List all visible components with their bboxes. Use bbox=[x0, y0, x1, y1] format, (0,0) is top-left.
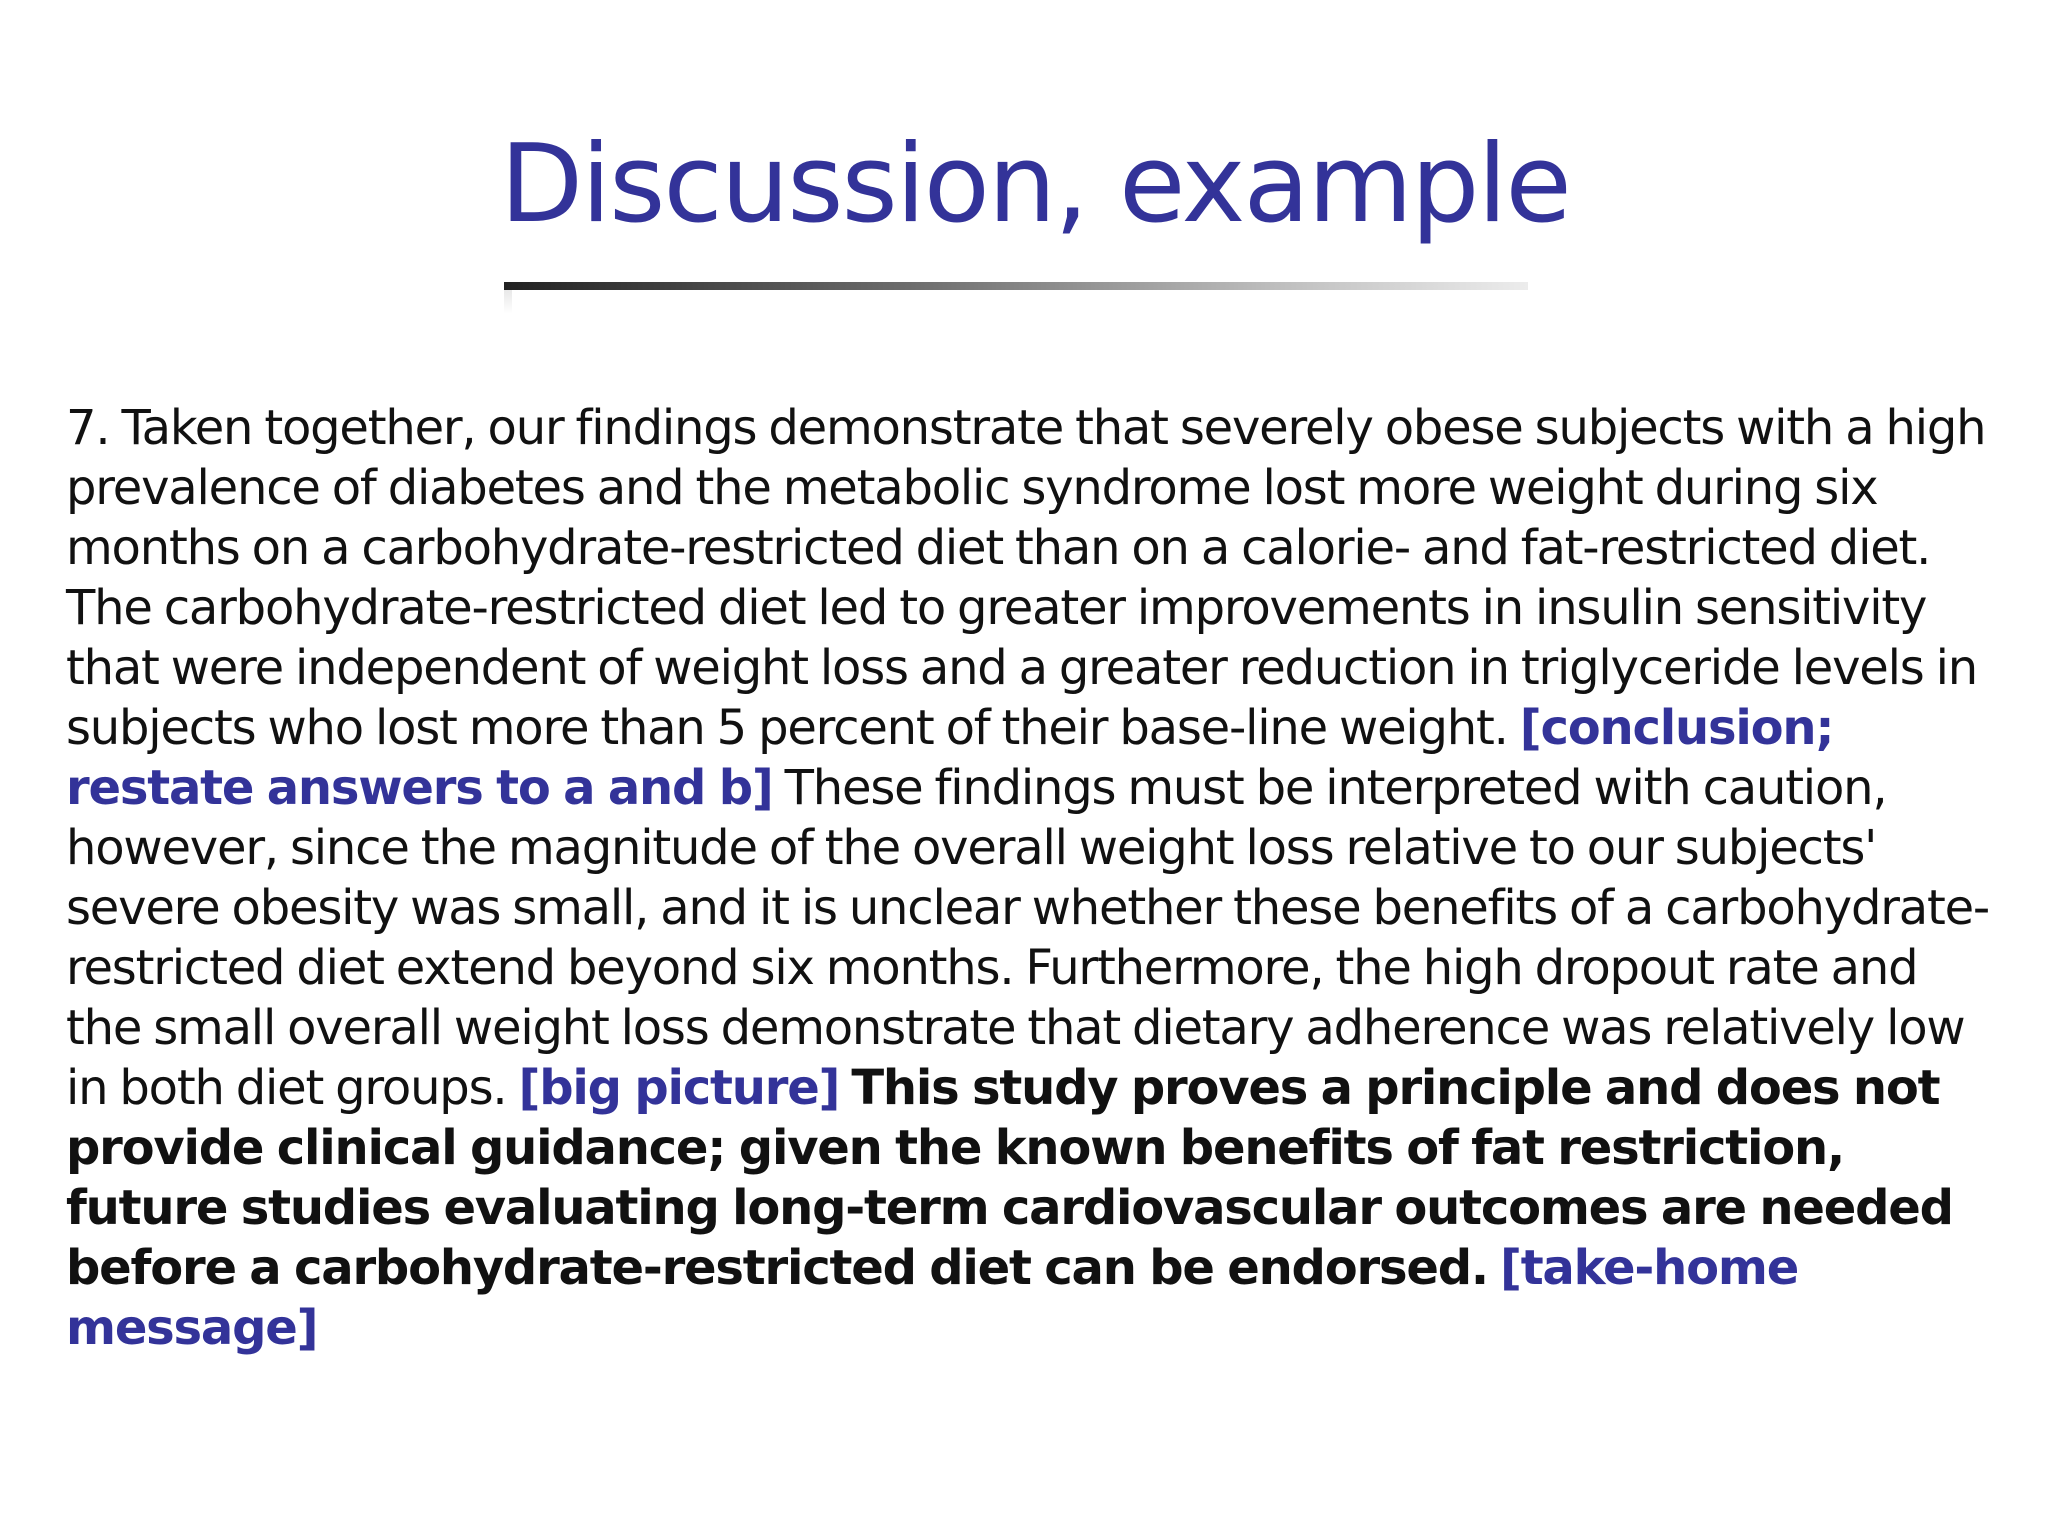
paragraph-bold-text: This study proves a principle and does not provide clinical guidance; given the known benefits of fat restriction, future studies evaluating long-term cardiovascular outcomes are needed before a carbohydrate-restricted diet can be endorsed. bbox=[66, 1060, 1953, 1296]
paragraph-text-part2: These findings must be interpreted with caution, however, since the magnitude of the overall weight loss relative to our subjects' severe obesity was small, and it is unclear whether these benefits of a carbohydrate-restricted diet extend beyond six months. Furthermore, the high dropout rate and the small overall weight loss demonstrate that dietary adherence was relatively low in both diet groups. bbox=[66, 760, 1990, 1116]
conclusion-tag: [conclusion; restate answers to a and b] bbox=[66, 700, 1834, 816]
paragraph-text-part1: 7. Taken together, our findings demonstrate that severely obese subjects with a high prevalence of diabetes and the metabolic syndrome lost more weight during six months on a carbohydrate-restricted diet than on a calorie- and fat-restricted diet. The carbohydrate-restricted diet led to greater improvements in insulin sensitivity that were independent of weight loss and a greater reduction in triglyceride levels in subjects who lost more than 5 percent of their base-line weight. bbox=[66, 400, 1986, 756]
title-underline-shadow bbox=[504, 290, 512, 314]
slide-title: Discussion, example bbox=[500, 122, 1570, 247]
big-picture-tag: [big picture] bbox=[518, 1060, 840, 1116]
title-underline bbox=[504, 282, 1528, 290]
discussion-paragraph bbox=[66, 398, 1996, 1358]
take-home-tag: [take-home message] bbox=[66, 1240, 1799, 1356]
